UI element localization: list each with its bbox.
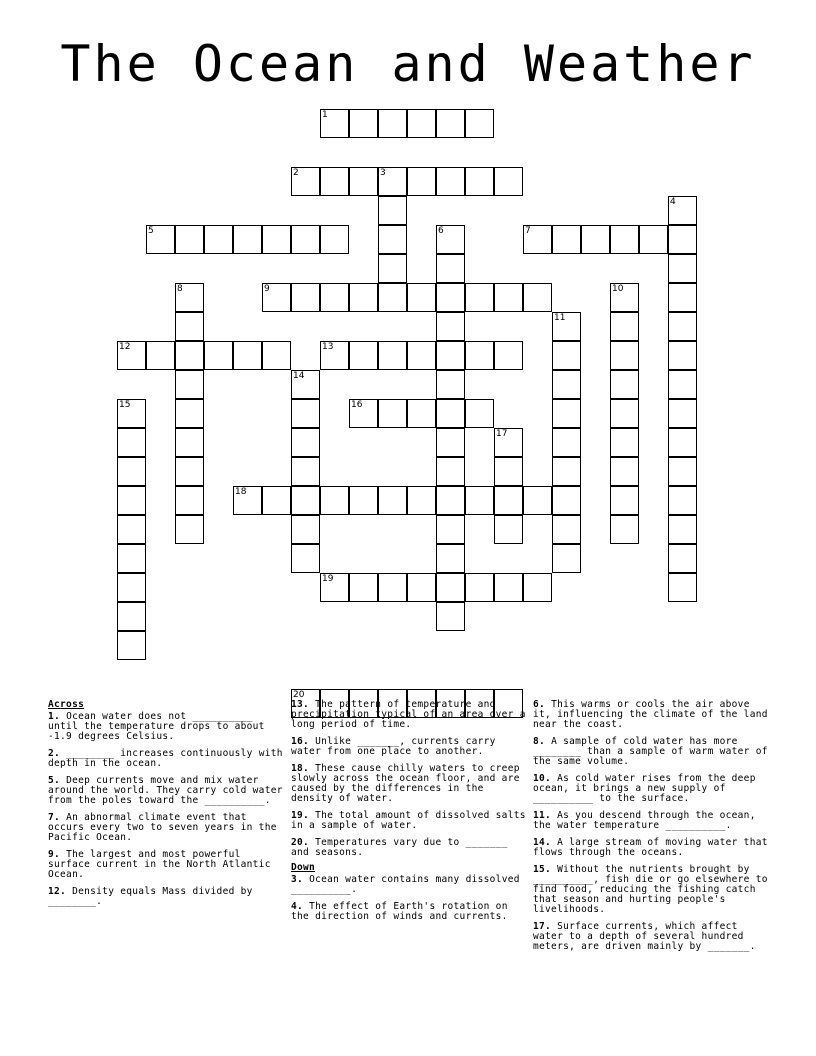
grid-cell[interactable] — [407, 573, 436, 602]
clue-num: 4. — [291, 901, 304, 912]
clue-number: 4 — [670, 197, 676, 207]
grid-cell[interactable] — [668, 544, 697, 573]
grid-cell[interactable] — [523, 486, 552, 515]
clue-text: Deep currents move and mix water around the world. They carry cold water from the poles toward the __________. — [48, 775, 283, 806]
grid-cell[interactable] — [378, 254, 407, 283]
grid-cell[interactable] — [175, 370, 204, 399]
clue-item — [533, 922, 769, 952]
clue-num: 16. — [291, 736, 310, 747]
grid-cell[interactable] — [610, 486, 639, 515]
grid-cell[interactable] — [407, 399, 436, 428]
grid-cell[interactable] — [610, 341, 639, 370]
grid-cell[interactable] — [610, 225, 639, 254]
grid-cell[interactable] — [378, 109, 407, 138]
grid-cell[interactable] — [117, 573, 146, 602]
grid-cell[interactable] — [349, 486, 378, 515]
grid-cell[interactable] — [668, 573, 697, 602]
clue-number: 1 — [322, 110, 328, 120]
clue-text: ________ increases continuously with depth in the ocean. — [48, 748, 283, 769]
grid-cell[interactable] — [262, 341, 291, 370]
grid-cell[interactable] — [552, 312, 581, 341]
clue-item — [533, 700, 769, 730]
grid-cell[interactable] — [465, 573, 494, 602]
grid-cell[interactable] — [552, 341, 581, 370]
clue-number: 19 — [322, 574, 334, 584]
grid-cell[interactable] — [610, 283, 639, 312]
grid-cell[interactable] — [117, 428, 146, 457]
grid-cell[interactable] — [465, 341, 494, 370]
grid-cell[interactable] — [436, 225, 465, 254]
grid-cell[interactable] — [291, 544, 320, 573]
grid-cell[interactable] — [407, 167, 436, 196]
grid-cell[interactable] — [349, 109, 378, 138]
grid-cell[interactable] — [320, 167, 349, 196]
grid-cell[interactable] — [436, 109, 465, 138]
grid-cell[interactable] — [291, 167, 320, 196]
clue-num: 3. — [291, 874, 304, 885]
clue-num: 17. — [533, 921, 552, 932]
grid-cell[interactable] — [668, 370, 697, 399]
clue-num: 10. — [533, 773, 552, 784]
down-heading: Down — [291, 862, 316, 873]
clue-text: The pattern of temperature and precipitation typical of an area over a long period of time. — [291, 699, 526, 730]
clues-column-2 — [291, 700, 527, 929]
clue-text: An abnormal climate event that occurs every two to seven years in the Pacific Ocean. — [48, 812, 277, 843]
clue-text: A sample of cold water has more ________ than a sample of warm water of the same volume. — [533, 736, 768, 767]
clue-number: 17 — [496, 429, 508, 439]
grid-cell[interactable] — [668, 196, 697, 225]
grid-cell[interactable] — [378, 573, 407, 602]
grid-cell[interactable] — [552, 225, 581, 254]
grid-cell[interactable] — [291, 399, 320, 428]
grid-cell[interactable] — [204, 225, 233, 254]
grid-cell[interactable] — [146, 341, 175, 370]
clue-item — [533, 774, 769, 804]
grid-cell[interactable] — [117, 457, 146, 486]
across-clue-list-continued — [291, 700, 527, 858]
clue-item — [291, 838, 527, 858]
grid-cell[interactable] — [349, 167, 378, 196]
grid-cell[interactable] — [436, 602, 465, 631]
clue-text: Surface currents, which affect water to a depth of several hundred meters, are driven mainly by _______. — [533, 921, 756, 952]
clue-number: 5 — [148, 226, 154, 236]
grid-cell[interactable] — [552, 399, 581, 428]
grid-cell[interactable] — [175, 225, 204, 254]
grid-cell[interactable] — [233, 486, 262, 515]
grid-cell[interactable] — [610, 457, 639, 486]
clue-item — [533, 838, 769, 858]
grid-cell[interactable] — [407, 486, 436, 515]
clue-text: Density equals Mass divided by ________. — [48, 886, 253, 907]
grid-cell[interactable] — [117, 515, 146, 544]
clue-text: Without the nutrients brought by __________, fish die or go elsewhere to find food, reducing the fishing catch that season and hurting people's livelihoods. — [533, 864, 768, 915]
clue-text: Ocean water does not __________ until the temperature drops to about -1.9 degrees Celsius. — [48, 711, 265, 742]
clue-item — [48, 813, 284, 843]
grid-cell[interactable] — [668, 428, 697, 457]
grid-cell[interactable] — [378, 486, 407, 515]
grid-cell[interactable] — [378, 167, 407, 196]
grid-cell[interactable] — [407, 109, 436, 138]
clue-num: 19. — [291, 810, 310, 821]
clue-num: 13. — [291, 699, 310, 710]
clue-text: As you descend through the ocean, the water temperature __________. — [533, 810, 756, 831]
clue-number: 12 — [119, 342, 131, 352]
grid-cell[interactable] — [117, 486, 146, 515]
grid-cell[interactable] — [610, 515, 639, 544]
grid-cell[interactable] — [117, 544, 146, 573]
clue-num: 2. — [48, 748, 61, 759]
clue-number: 10 — [612, 284, 624, 294]
grid-cell[interactable] — [552, 428, 581, 457]
grid-cell[interactable] — [320, 283, 349, 312]
grid-cell[interactable] — [320, 109, 349, 138]
grid-cell[interactable] — [494, 457, 523, 486]
grid-cell[interactable] — [117, 341, 146, 370]
grid-cell[interactable] — [668, 254, 697, 283]
grid-cell[interactable] — [552, 486, 581, 515]
grid-cell[interactable] — [494, 167, 523, 196]
grid-cell[interactable] — [465, 399, 494, 428]
grid-cell[interactable] — [494, 341, 523, 370]
grid-cell[interactable] — [523, 225, 552, 254]
grid-cell[interactable] — [262, 283, 291, 312]
grid-cell[interactable] — [378, 225, 407, 254]
clue-number: 14 — [293, 371, 305, 381]
clue-number: 2 — [293, 168, 299, 178]
grid-cell[interactable] — [436, 167, 465, 196]
grid-cell[interactable] — [175, 457, 204, 486]
grid-cell[interactable] — [349, 573, 378, 602]
grid-cell[interactable] — [668, 457, 697, 486]
grid-cell[interactable] — [668, 283, 697, 312]
clue-number: 7 — [525, 226, 531, 236]
clue-number: 20 — [293, 690, 305, 700]
clue-text: The largest and most powerful surface current in the North Atlantic Ocean. — [48, 849, 271, 880]
grid-cell[interactable] — [349, 341, 378, 370]
grid-cell[interactable] — [117, 631, 146, 660]
grid-cell[interactable] — [668, 399, 697, 428]
clue-number: 16 — [351, 400, 363, 410]
across-heading: Across — [48, 699, 85, 710]
clue-item — [48, 850, 284, 880]
grid-cell[interactable] — [175, 515, 204, 544]
grid-cell[interactable] — [610, 428, 639, 457]
grid-cell[interactable] — [291, 457, 320, 486]
clue-text: A large stream of moving water that flows through the oceans. — [533, 837, 768, 858]
grid-cell[interactable] — [436, 486, 465, 515]
grid-cell[interactable] — [436, 573, 465, 602]
grid-cell[interactable] — [465, 283, 494, 312]
clue-num: 14. — [533, 837, 552, 848]
grid-cell[interactable] — [465, 167, 494, 196]
grid-cell[interactable] — [436, 283, 465, 312]
grid-cell[interactable] — [175, 312, 204, 341]
clue-item — [291, 700, 527, 730]
grid-cell[interactable] — [494, 486, 523, 515]
down-clue-list — [291, 875, 527, 922]
grid-cell[interactable] — [349, 399, 378, 428]
clue-text: This warms or cools the air above it, influencing the climate of the land near the coast. — [533, 699, 768, 730]
clues-column-1 — [48, 700, 284, 914]
clue-num: 5. — [48, 775, 61, 786]
clue-number: 9 — [264, 284, 270, 294]
clue-num: 8. — [533, 736, 546, 747]
clue-num: 11. — [533, 810, 552, 821]
grid-cell[interactable] — [117, 602, 146, 631]
clue-item — [533, 865, 769, 915]
grid-cell[interactable] — [668, 225, 697, 254]
grid-cell[interactable] — [436, 341, 465, 370]
clues-column-3 — [533, 700, 769, 959]
grid-cell[interactable] — [175, 399, 204, 428]
grid-cell[interactable] — [291, 428, 320, 457]
clue-number: 6 — [438, 226, 444, 236]
grid-cell[interactable] — [523, 573, 552, 602]
grid-cell[interactable] — [523, 283, 552, 312]
grid-cell[interactable] — [291, 515, 320, 544]
grid-cell[interactable] — [668, 312, 697, 341]
grid-cell[interactable] — [175, 428, 204, 457]
grid-cell[interactable] — [610, 312, 639, 341]
grid-cell[interactable] — [436, 399, 465, 428]
grid-cell[interactable] — [436, 544, 465, 573]
grid-cell[interactable] — [639, 225, 668, 254]
grid-cell[interactable] — [291, 486, 320, 515]
grid-cell[interactable] — [320, 225, 349, 254]
grid-cell[interactable] — [552, 515, 581, 544]
clue-num: 6. — [533, 699, 546, 710]
grid-cell[interactable] — [436, 370, 465, 399]
grid-cell[interactable] — [465, 486, 494, 515]
grid-cell[interactable] — [175, 341, 204, 370]
grid-cell[interactable] — [320, 573, 349, 602]
clue-num: 20. — [291, 837, 310, 848]
clue-item — [291, 737, 527, 757]
grid-cell[interactable] — [668, 341, 697, 370]
grid-cell[interactable] — [233, 341, 262, 370]
grid-cell[interactable] — [407, 283, 436, 312]
grid-cell[interactable] — [581, 225, 610, 254]
grid-cell[interactable] — [494, 515, 523, 544]
clue-item — [291, 875, 527, 895]
grid-cell[interactable] — [494, 573, 523, 602]
grid-cell[interactable] — [610, 370, 639, 399]
grid-cell[interactable] — [117, 399, 146, 428]
grid-cell[interactable] — [407, 341, 436, 370]
clue-item — [48, 712, 284, 742]
clue-number: 15 — [119, 400, 131, 410]
grid-cell[interactable] — [262, 225, 291, 254]
grid-cell[interactable] — [291, 225, 320, 254]
grid-cell[interactable] — [436, 457, 465, 486]
grid-cell[interactable] — [436, 428, 465, 457]
clue-text: As cold water rises from the deep ocean, it brings a new supply of __________ to the surface. — [533, 773, 756, 804]
clue-item — [48, 749, 284, 769]
grid-cell[interactable] — [378, 196, 407, 225]
clue-item — [291, 811, 527, 831]
grid-cell[interactable] — [262, 486, 291, 515]
clue-num: 7. — [48, 812, 61, 823]
clue-num: 9. — [48, 849, 61, 860]
down-clue-list-continued — [533, 700, 769, 952]
grid-cell[interactable] — [204, 341, 233, 370]
grid-cell[interactable] — [378, 399, 407, 428]
clue-number: 8 — [177, 284, 183, 294]
clue-item — [533, 737, 769, 767]
grid-cell[interactable] — [291, 283, 320, 312]
page-title: The Ocean and Weather — [60, 35, 756, 93]
grid-cell[interactable] — [378, 341, 407, 370]
grid-cell[interactable] — [465, 109, 494, 138]
clue-item — [291, 764, 527, 804]
grid-cell[interactable] — [494, 428, 523, 457]
grid-cell[interactable] — [494, 283, 523, 312]
grid-cell[interactable] — [146, 225, 175, 254]
grid-cell[interactable] — [552, 544, 581, 573]
clue-item — [291, 902, 527, 922]
clue-text: Unlike _______, currents carry water from one place to another. — [291, 736, 496, 757]
clue-number: 11 — [554, 313, 566, 323]
grid-cell[interactable] — [291, 370, 320, 399]
grid-cell[interactable] — [552, 457, 581, 486]
grid-cell[interactable] — [552, 370, 581, 399]
grid-cell[interactable] — [233, 225, 262, 254]
grid-cell[interactable] — [436, 254, 465, 283]
grid-cell[interactable] — [436, 312, 465, 341]
grid-cell[interactable] — [320, 486, 349, 515]
clue-item — [48, 776, 284, 806]
grid-cell[interactable] — [349, 283, 378, 312]
clue-number: 3 — [380, 168, 386, 178]
grid-cell[interactable] — [320, 341, 349, 370]
grid-cell[interactable] — [175, 283, 204, 312]
across-clue-list — [48, 712, 284, 907]
clue-number: 18 — [235, 487, 247, 497]
clue-text: Ocean water contains many dissolved __________. — [291, 874, 520, 895]
clue-num: 18. — [291, 763, 310, 774]
grid-cell[interactable] — [610, 399, 639, 428]
clue-text: The total amount of dissolved salts in a sample of water. — [291, 810, 526, 831]
grid-cell[interactable] — [175, 486, 204, 515]
clue-item — [48, 887, 284, 907]
grid-cell[interactable] — [436, 515, 465, 544]
grid-cell[interactable] — [378, 283, 407, 312]
clue-number: 13 — [322, 342, 334, 352]
grid-cell[interactable] — [668, 515, 697, 544]
clue-item — [533, 811, 769, 831]
clue-num: 15. — [533, 864, 552, 875]
clue-text: The effect of Earth's rotation on the direction of winds and currents. — [291, 901, 508, 922]
grid-cell[interactable] — [668, 486, 697, 515]
clue-num: 12. — [48, 886, 67, 897]
clue-text: Temperatures vary due to _______ and seasons. — [291, 837, 508, 858]
clue-num: 1. — [48, 711, 61, 722]
clue-text: These cause chilly waters to creep slowly across the ocean floor, and are caused by the differences in the density of water. — [291, 763, 520, 804]
